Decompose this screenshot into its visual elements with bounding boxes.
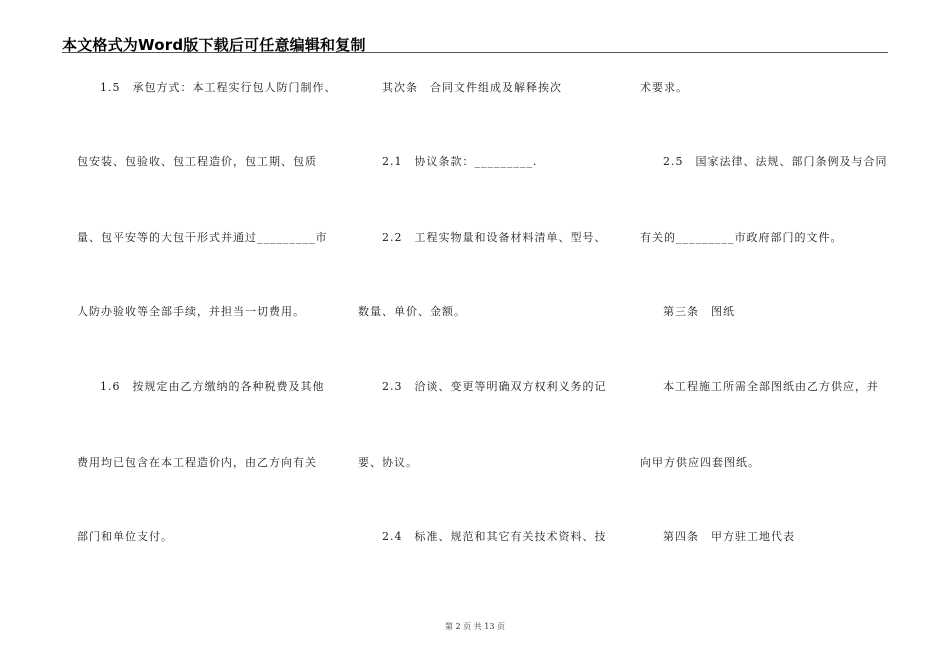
text-line: 术要求。: [640, 81, 688, 94]
text-line: 2.4 标准、规范和其它有关技术资料、技: [382, 530, 607, 543]
text-line: 费用均已包含在本工程造价内，由乙方向有关: [77, 456, 317, 469]
text-line: 本工程施工所需全部图纸由乙方供应，并: [663, 380, 879, 393]
text-line: 向甲方供应四套图纸。: [640, 456, 760, 469]
text-line: 1.5 承包方式：本工程实行包人防门制作、: [100, 81, 337, 94]
text-line: 包安装、包验收、包工程造价，包工期、包质: [77, 155, 317, 168]
text-line: 其次条 合同文件组成及解释挨次: [382, 81, 562, 94]
text-line: 要、协议。: [358, 456, 418, 469]
text-line: 部门和单位支付。: [77, 530, 173, 543]
text-line: 数量、单价、金额。: [358, 305, 466, 318]
text-line: 第四条 甲方驻工地代表: [663, 530, 795, 543]
text-line: 2.2 工程实物量和设备材料清单、型号、: [382, 231, 607, 244]
text-line: 2.5 国家法律、法规、部门条例及与合同: [663, 155, 888, 168]
text-line: 人防办验收等全部手续，并担当一切费用。: [77, 305, 305, 318]
text-line: 2.1 协议条款：_________.: [382, 155, 538, 168]
text-line: 量、包平安等的大包干形式并通过_________市: [77, 231, 328, 244]
header-divider: [62, 52, 888, 53]
text-line: 有关的_________市政府部门的文件。: [640, 231, 843, 244]
text-line: 2.3 洽谈、变更等明确双方权利义务的记: [382, 380, 607, 393]
text-line: 第三条 图纸: [663, 305, 735, 318]
text-line: 1.6 按规定由乙方缴纳的各种税费及其他: [100, 380, 325, 393]
document-header-title: 本文格式为Word版下载后可任意编辑和复制: [62, 36, 366, 54]
page-number: 第 2 页 共 13 页: [445, 622, 505, 631]
